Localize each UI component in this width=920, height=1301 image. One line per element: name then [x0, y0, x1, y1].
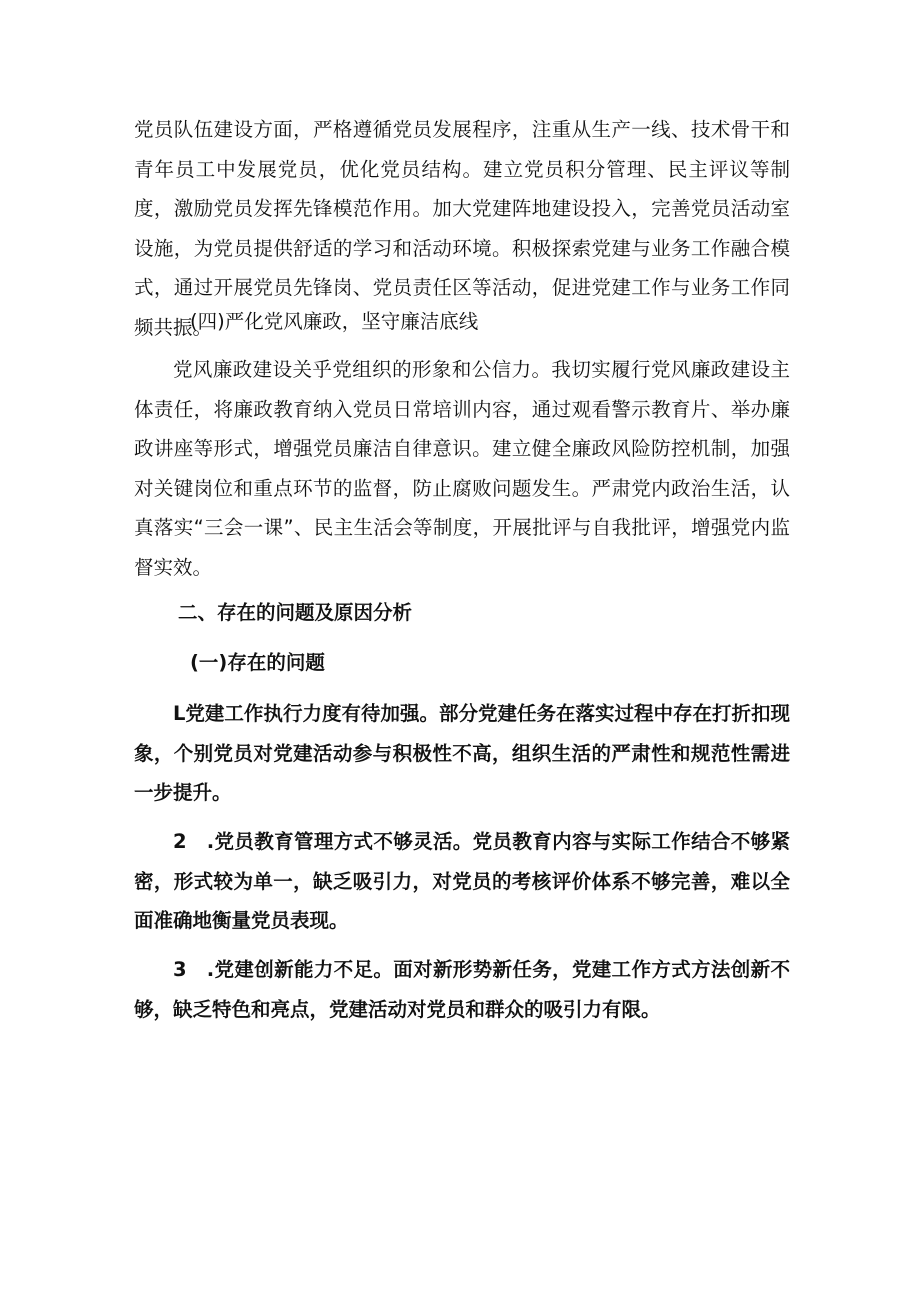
problem-item-1: L党建工作执行力度有待加强。部分党建任务在落实过程中存在打折扣现象，个别党员对党建活动参与积极性不高，组织生活的严肃性和规范性需进一步提升。 [134, 702, 790, 804]
paragraph-clean-governance: 党风廉政建设关乎党组织的形象和公信力。我切实履行党风廉政建设主体责任，将廉政教育纳入党员日常培训内容，通过观看警示教育片、举办廉政讲座等形式，增强党员廉洁自律意识。建立健全廉政风险防控机制，加强对关键岗位和重点环节的监督，防止腐败问题发生。严肃党内政治生活，认真落实“三会一课”、民主生活会等制度，开展批评与自我批评，增强党内监督实效。 [134, 358, 790, 579]
chapter-heading-2: 二、存在的问题及原因分析 [178, 601, 413, 624]
problem-item-2: 2 .党员教育管理方式不够灵活。党员教育内容与实际工作结合不够紧密，形式较为单一，缺乏吸引力，对党员的考核评价体系不够完善，难以全面准确地衡量党员表现。 [134, 830, 790, 932]
paragraph-party-member-team: 党员队伍建设方面，严格遵循党员发展程序，注重从生产一线、技术骨干和青年员工中发展党员，优化党员结构。建立党员积分管理、民主评议等制度，激励党员发挥先锋模范作用。加大党建阵地建设投入，完善党员活动室设施，为党员提供舒适的学习和活动环境。积极探索党建与业务工作融合模式，通过开展党员先锋岗、党员责任区等活动，促进党建工作与业务工作同频共振。 [134, 118, 790, 339]
section-heading-4: (四)严化党风廉政，坚守廉洁底线 [190, 310, 479, 333]
problem-item-3: 3 .党建创新能力不足。面对新形势新任务，党建工作方式方法创新不够，缺乏特色和亮点，党建活动对党员和群众的吸引力有限。 [134, 958, 790, 1021]
subsection-heading-1: (一)存在的问题 [190, 651, 325, 674]
